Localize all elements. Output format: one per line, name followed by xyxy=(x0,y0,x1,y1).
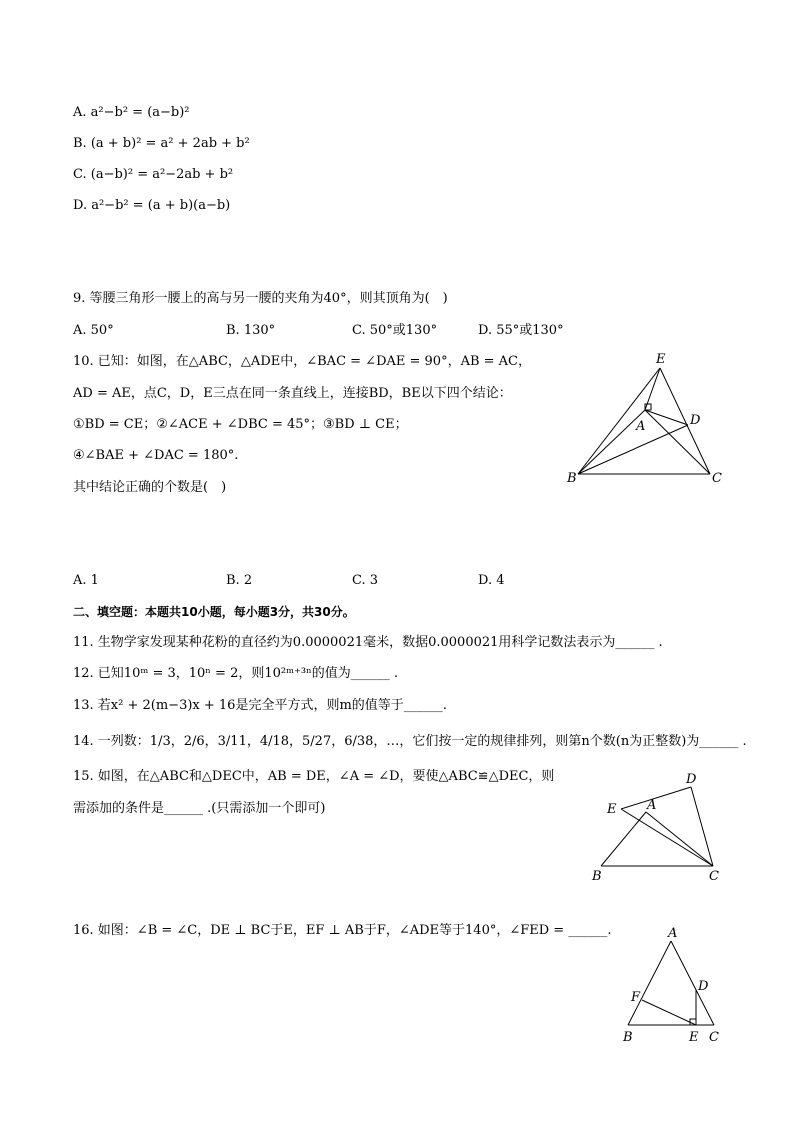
q10-edge-ad xyxy=(645,410,688,425)
q14: 14. 一列数：1/3，2/6，3/11，4/18，5/27，6/38，…，它们按一定的规律排列，则第n个数(n为正整数)为______ . xyxy=(73,734,747,749)
q16-label-d: D xyxy=(698,979,709,994)
q15-line-2: 需添加的条件是______ .(只需添加一个即可) xyxy=(73,801,326,816)
q15-edge-ec xyxy=(621,809,713,866)
q15-edge-ba xyxy=(601,812,646,866)
q10-option-d: D. 4 xyxy=(478,573,505,588)
section-title: 二、填空题：本题共10小题，每小题3分，共30分。 xyxy=(73,605,355,619)
q10-edge-ac xyxy=(645,410,710,474)
q15-label-a: A xyxy=(647,798,657,813)
q9-option-b: B. 130° xyxy=(226,323,276,338)
q10-line-5: 其中结论正确的个数是( ) xyxy=(73,480,227,495)
q10-edge-bd xyxy=(578,425,688,474)
q9-option-c: C. 50°或130° xyxy=(352,323,438,338)
q15-line-1: 15. 如图，在△ABC和△DEC中，AB = DE，∠A = ∠D，要使△ABC≌△DEC，则 xyxy=(73,769,555,784)
q8-option-a: A. a²−b² = (a−b)² xyxy=(73,105,190,120)
q15-label-c: C xyxy=(709,869,719,884)
q12: 12. 已知10ᵐ = 3，10ⁿ = 2，则10²ᵐ⁺³ⁿ的值为______ . xyxy=(73,666,399,681)
q9-stem: 9. 等腰三角形一腰上的高与另一腰的夹角为40°，则其顶角为( ) xyxy=(73,291,448,306)
q9-option-a: A. 50° xyxy=(73,323,114,338)
q16-edge-ac xyxy=(671,941,714,1025)
q10-edge-be xyxy=(578,368,660,474)
q10-line-4: ④∠BAE + ∠DAC = 180°. xyxy=(73,448,239,463)
q16-label-c: C xyxy=(709,1030,719,1045)
q10-right-angle-mark xyxy=(645,404,651,410)
q10-label-c: C xyxy=(712,471,722,486)
q8-option-d: D. a²−b² = (a + b)(a−b) xyxy=(73,198,231,213)
q8-option-b: B. (a + b)² = a² + 2ab + b² xyxy=(73,136,250,151)
q10-label-e: E xyxy=(656,352,666,367)
q10-edge-ec xyxy=(660,368,710,474)
q16-label-a: A xyxy=(668,926,678,941)
q16-right-angle-mark xyxy=(690,1019,696,1025)
q10-line-3: ①BD = CE；②∠ACE + ∠DBC = 45°；③BD ⊥ CE； xyxy=(73,417,408,432)
q10-label-b: B xyxy=(567,471,577,486)
q16-stem: 16. 如图：∠B = ∠C，DE ⊥ BC于E，EF ⊥ AB于F，∠ADE等于140°，∠FED = ______. xyxy=(73,923,612,938)
q15-edge-ac xyxy=(646,812,713,866)
q10-edge-ba xyxy=(578,410,645,474)
q9-option-d: D. 55°或130° xyxy=(478,323,564,338)
q16-edge-ab xyxy=(628,941,671,1025)
q16-label-e: E xyxy=(689,1030,699,1045)
q10-label-a: A xyxy=(636,419,646,434)
q10-line-1: 10. 已知：如图，在△ABC，△ADE中，∠BAC = ∠DAE = 90°，AB = AC， xyxy=(73,354,531,369)
q8-option-c: C. (a−b)² = a²−2ab + b² xyxy=(73,167,234,182)
q10-label-d: D xyxy=(690,413,701,428)
q15-edge-ed xyxy=(621,787,691,809)
q15-label-b: B xyxy=(592,869,602,884)
q10-edge-ae xyxy=(645,368,660,410)
q16-label-f: F xyxy=(631,990,641,1005)
q15-label-e: E xyxy=(607,802,617,817)
q16-edge-fe xyxy=(642,1000,696,1025)
q10-option-a: A. 1 xyxy=(73,573,99,588)
q11: 11. 生物学家发现某种花粉的直径约为0.0000021毫米，数据0.0000021用科学记数法表示为______ . xyxy=(73,635,663,650)
q15-label-d: D xyxy=(686,772,697,787)
q16-label-b: B xyxy=(623,1030,633,1045)
q10-option-b: B. 2 xyxy=(226,573,253,588)
q10-line-2: AD = AE，点C，D，E三点在同一条直线上，连接BD，BE以下四个结论： xyxy=(73,386,512,401)
q15-edge-dc xyxy=(691,787,713,866)
q10-option-c: C. 3 xyxy=(352,573,379,588)
q13: 13. 若x² + 2(m−3)x + 16是完全平方式，则m的值等于______. xyxy=(73,698,447,713)
